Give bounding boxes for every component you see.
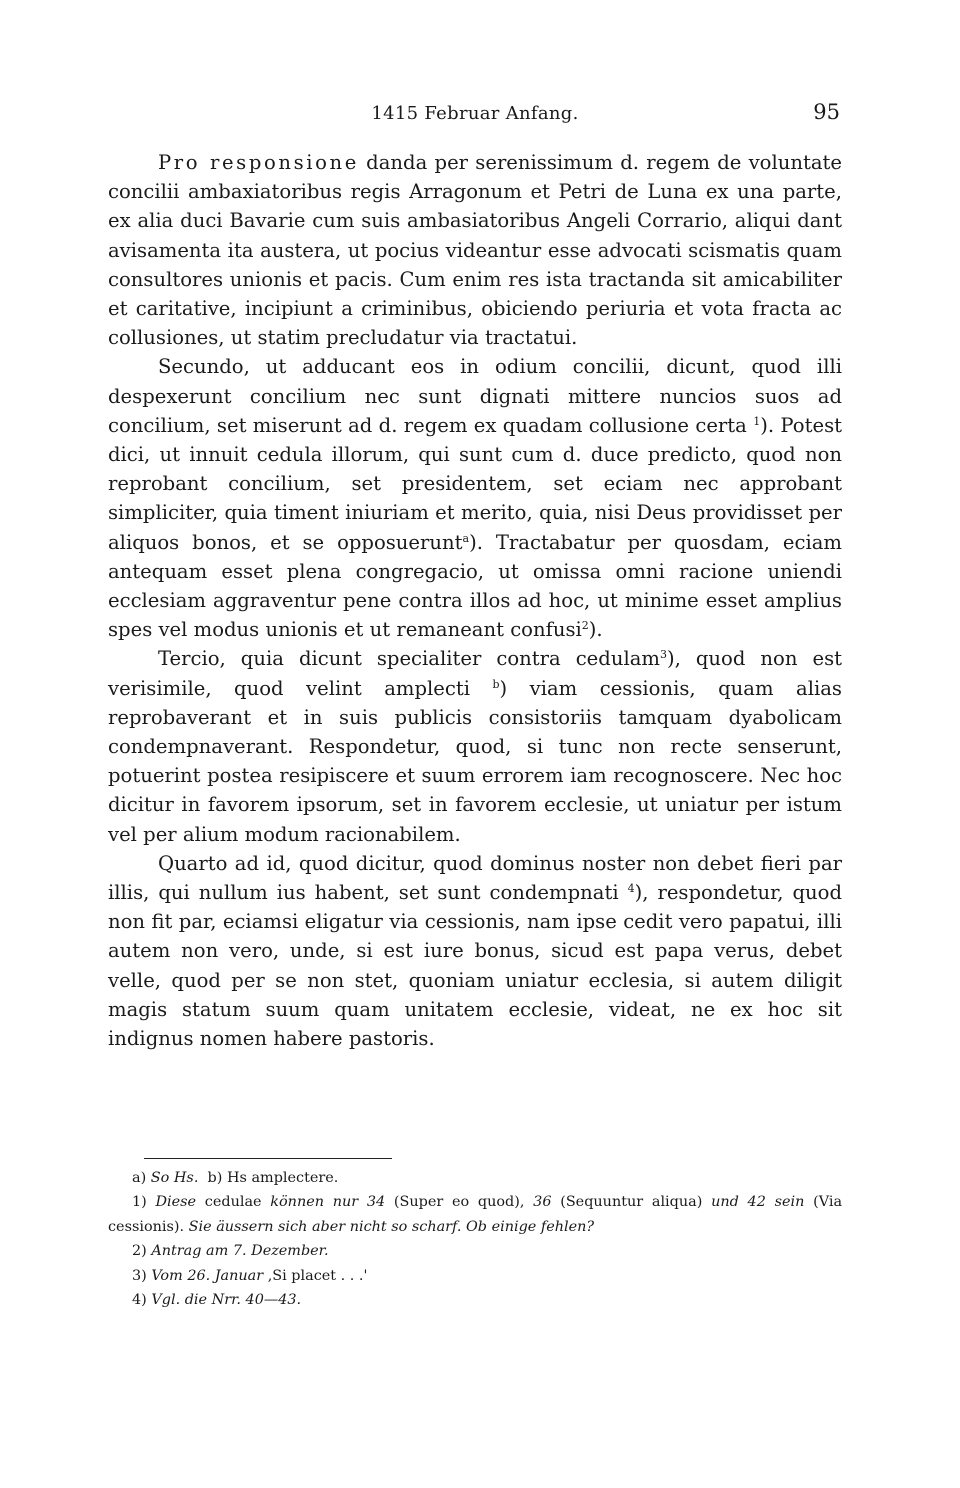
paragraph-3: [108, 644, 842, 848]
paragraph-3-part-c: ) viam cessionis, quam alias reprobaverant et in suis publicis consistoriis tamquam dyabolicam condempnaverant. Respondetur, quod, si tunc non recte senserunt, potuerint postea resipiscere et suum errorem iam recognoscere. Nec hoc dicitur in favorem ipsorum, set in favorem ecclesie, ut uniatur per istum vel per alium modum racionabilem.: [108, 676, 842, 846]
footnote-b-mark: b): [207, 1170, 223, 1186]
footnote-3: [108, 1264, 842, 1288]
paragraph-4: [108, 849, 842, 1053]
footnote-ref-1: 1: [753, 414, 761, 428]
paragraph-3-part-a: Tercio, quia dicunt specialiter contra cedulam: [158, 647, 660, 671]
paragraph-1: [108, 148, 842, 352]
footnote-ref-b: b: [492, 677, 500, 691]
footnote-ref-3: 3: [659, 648, 667, 662]
paragraph-2: [108, 352, 842, 644]
footnote-1: [108, 1190, 842, 1239]
footnote-3-italic: Vom 26. Januar: [151, 1267, 264, 1284]
footnote-a-text: So Hs.: [150, 1170, 199, 1186]
paragraph-2-part-b: ). Potest dici, ut innuit cedula illorum, qui sunt cum d. duce predicto, quod non reprobant concilium, set presidentem, set eciam nec approbant simpliciter, quia timent iniuriam et merito, quia, nisi Deus providisset per aliquos bonos, et se opposuerunt: [108, 413, 842, 554]
running-title: 1415 Februar Anfang.: [371, 103, 579, 124]
footnote-2-text: Antrag am 7. Dezember.: [151, 1243, 329, 1260]
footnote-4-mark: 4): [132, 1292, 147, 1309]
paragraph-4-part-a: Quarto ad id, quod dicitur, quod dominus noster non debet fieri par illis, qui nullum ius habent, set sunt condempnati: [108, 851, 842, 905]
main-text: [108, 148, 842, 1053]
footnote-3-mark: 3): [132, 1267, 147, 1284]
paragraph-4-part-b: ), respondetur, quod non fit par, eciamsi eligatur via cessionis, nam ipse cedit vero papatui, illi autem non vero, unde, si est iure bonus, sicud est papa verus, debet velle, quod per se non stet, quoniam uniatur ecclesia, si autem diligit magis statum suum quam unitatem ecclesie, videat, ne ex hoc sit indignus nomen habere pastoris.: [108, 881, 843, 1051]
paragraph-1-text: danda per serenissimum d. regem de voluntate concilii ambaxiatoribus regis Arragonum et Petri de Luna ex una parte, ex alia duci Bavarie cum suis ambasiatoribus Angeli Corrario, aliqui dant avisamenta ita austera, ut pocius videantur esse advocati scismatis quam consultores unionis et pacis. Cum enim res ista tractanda sit amicabiliter et caritative, incipiunt a criminibus, obiciendo periuria et vota fracta ac collusiones, ut statim precludatur via tractatui.: [108, 151, 842, 350]
paragraph-1-lead: Pro responsione: [158, 151, 359, 174]
footnote-4: [108, 1288, 842, 1312]
footnote-2-mark: 2): [132, 1243, 147, 1260]
footnote-1-text-2: (Super eo quod),: [385, 1194, 534, 1211]
footnote-1-text-1: cedulae: [196, 1194, 271, 1211]
footnote-1-italic-4: und 42 sein: [711, 1194, 805, 1211]
footnote-4-text: Vgl. die Nrr. 40—43.: [151, 1292, 302, 1309]
footnote-b-text: Hs amplectere.: [226, 1170, 339, 1186]
page-header: [108, 100, 842, 130]
footnote-2: [108, 1239, 842, 1263]
footnote-1-italic-1: Diese: [155, 1194, 197, 1211]
paragraph-2-part-c: ). Tractabatur per quosdam, eciam antequam esset plena congregacio, ut omissa omni racione uniendi ecclesiam aggraventur pene contra illos ad hoc, ut minime esset amplius spes vel modus unionis et ut remaneant confusi: [108, 530, 842, 642]
footnote-a-mark: a): [132, 1170, 147, 1186]
paragraph-2-part-d: ).: [588, 618, 603, 642]
footnote-1-italic-3: 36: [533, 1194, 552, 1211]
footnote-1-text-3: (Sequuntur aliqua): [551, 1194, 712, 1211]
page-number: 95: [813, 100, 840, 124]
footnote-3-text: ,Si placet . . .': [263, 1267, 368, 1284]
paragraph-2-part-a: Secundo, ut adducant eos in odium concilii, dicunt, quod illi despexerunt concilium nec sunt dignati mittere nuncios suos ad concilium, set miserunt ad d. regem ex quadam collusione certa: [108, 355, 842, 437]
footnote-ref-4: 4: [627, 882, 635, 896]
footnotes: [108, 1166, 842, 1312]
paragraph-3-part-b: ), quod non est verisimile, quod velint amplecti: [108, 647, 842, 700]
footnote-1-mark: 1): [132, 1194, 147, 1211]
footnote-ab: [108, 1166, 842, 1190]
footnote-divider: [144, 1158, 392, 1159]
footnote-1-italic-5: Sie äussern sich aber nicht so scharf. Ob einige fehlen?: [188, 1218, 595, 1235]
footnote-1-italic-2: können nur 34: [270, 1194, 386, 1211]
footnote-1-text-4: (Via cessionis).: [108, 1194, 843, 1235]
footnote-ref-2: 2: [581, 619, 589, 633]
footnote-ref-a: a: [462, 531, 470, 545]
